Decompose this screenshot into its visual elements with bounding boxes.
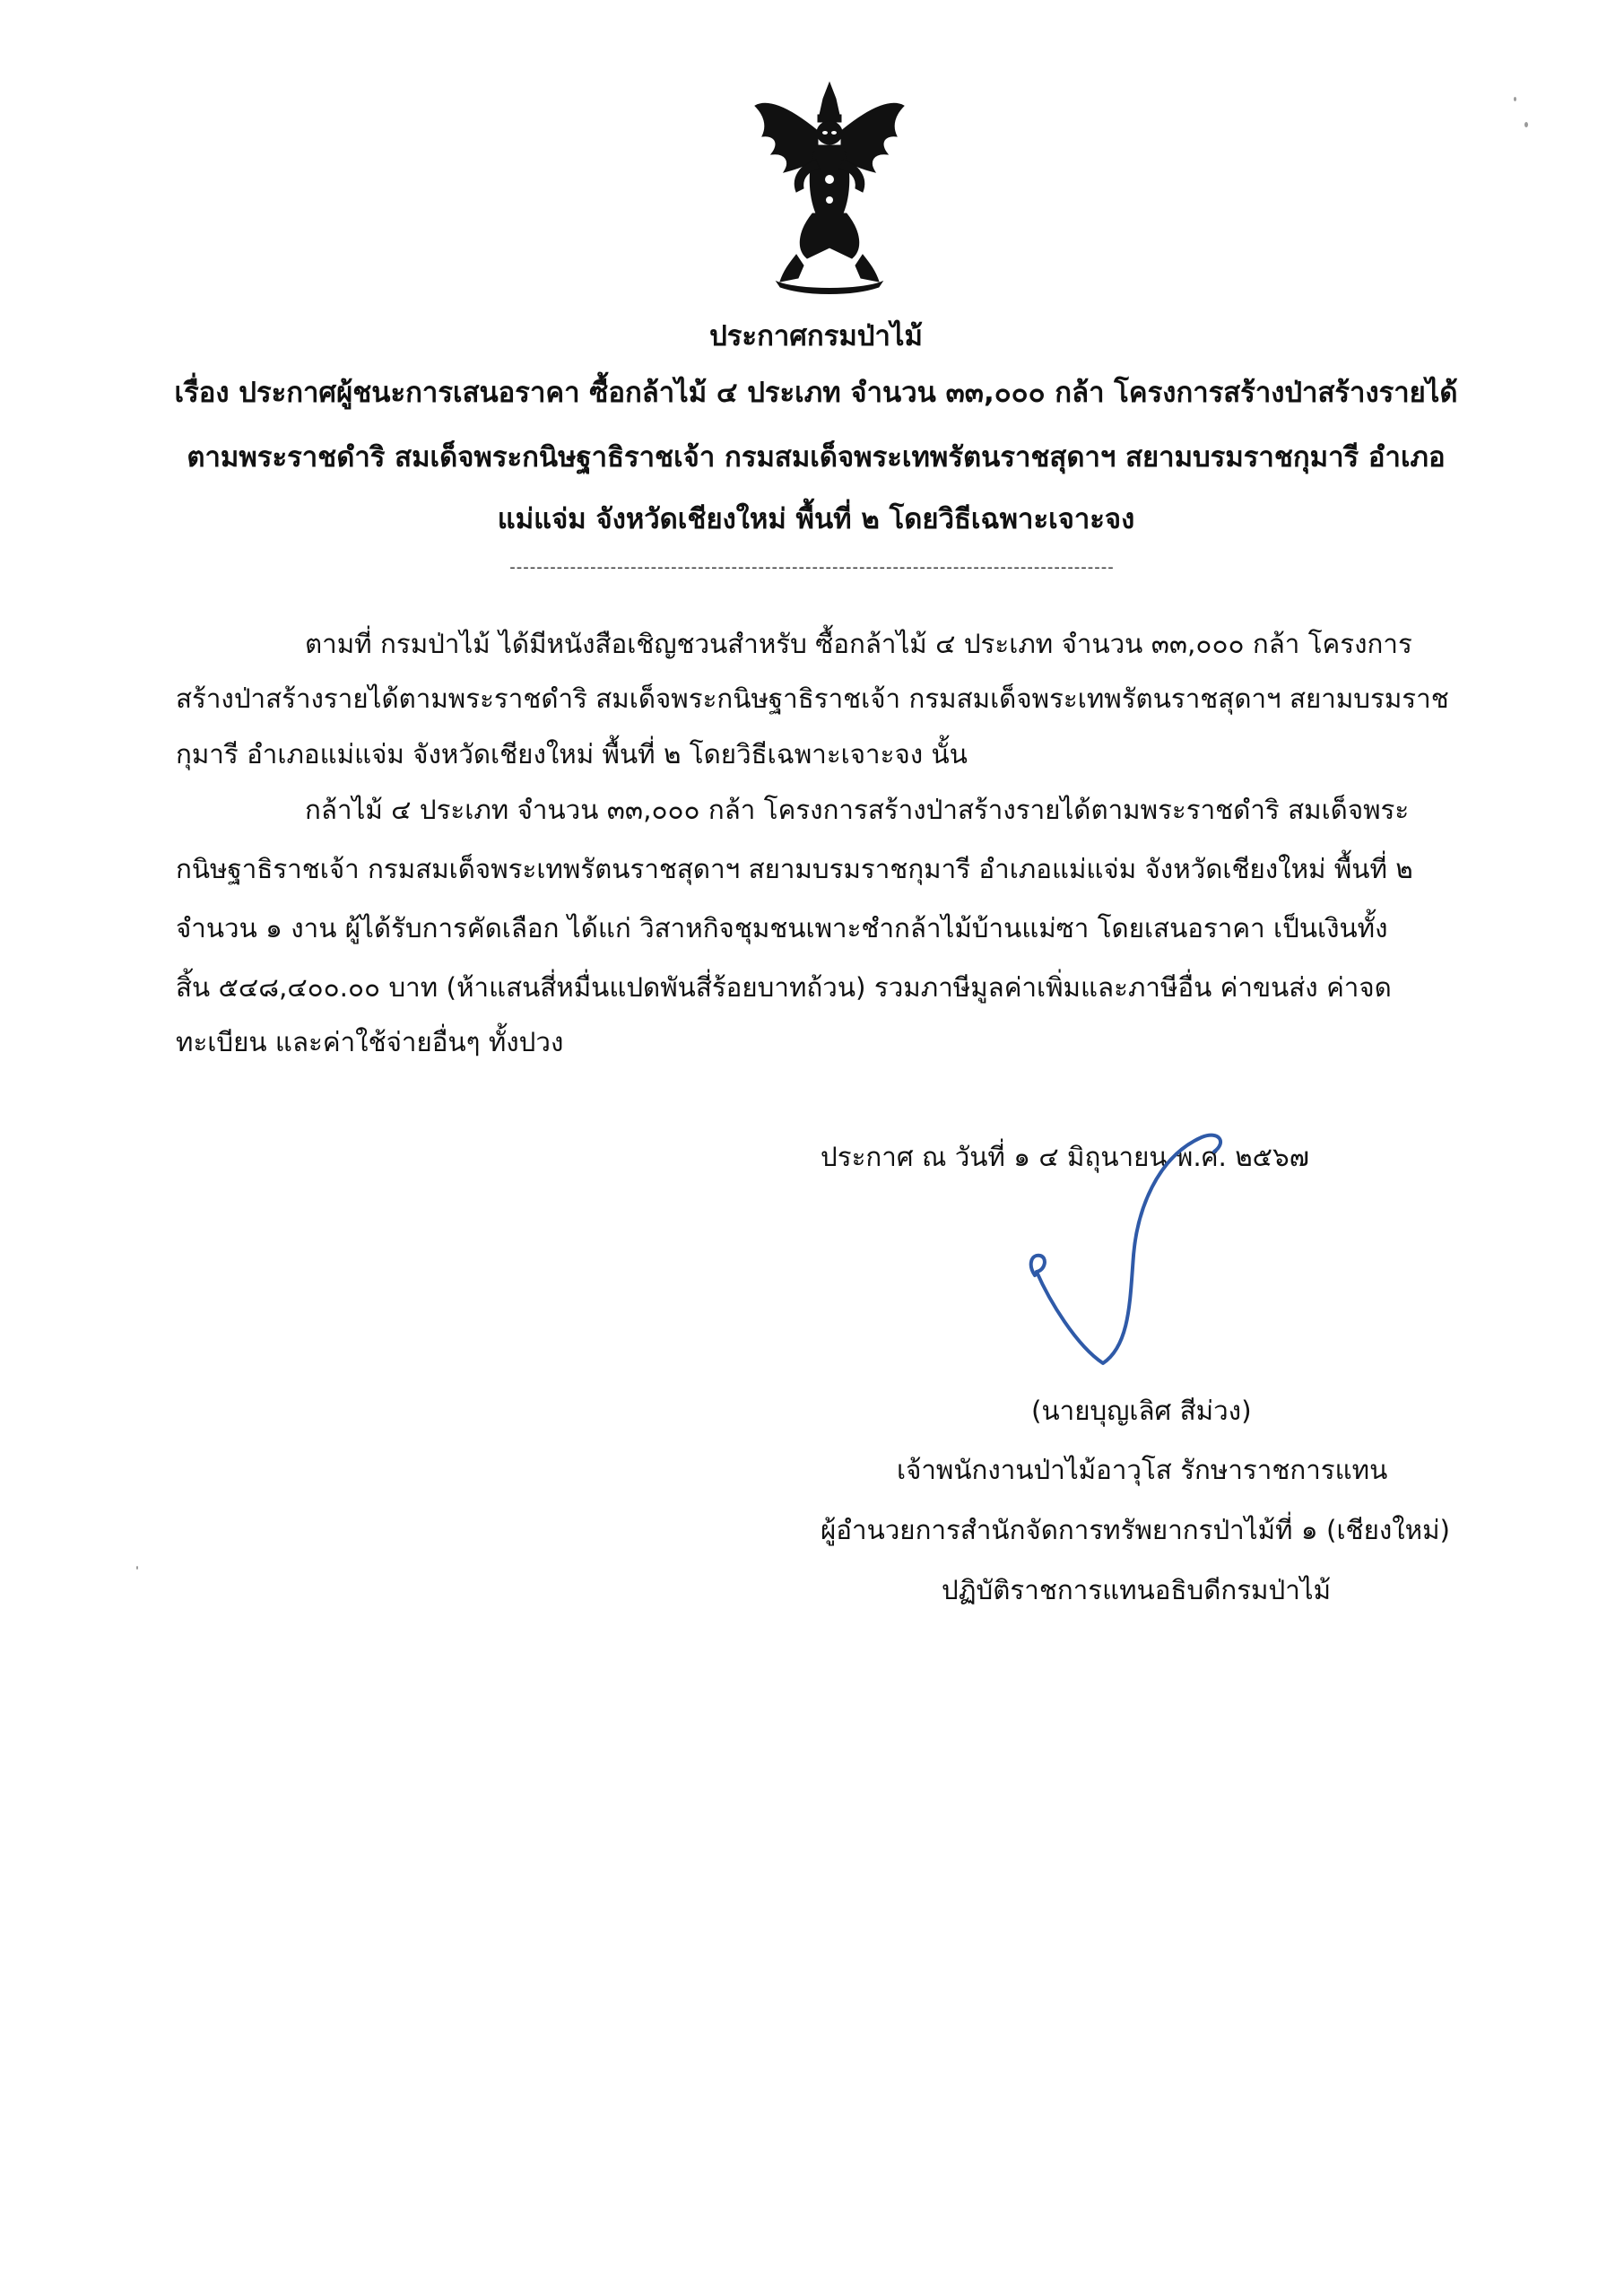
signatory-position-line-1: เจ้าพนักงานป่าไม้อาวุโส รักษาราชการแทน <box>897 1455 1388 1485</box>
header-divider: ------------------------------------------------------------------------------------------ <box>509 558 1115 577</box>
garuda-emblem-icon <box>744 79 915 294</box>
handwritten-signature-icon <box>1022 1121 1255 1408</box>
paragraph-2-line-5: ทะเบียน และค่าใช้จ่ายอื่นๆ ทั้งปวง <box>176 1027 564 1057</box>
announcement-date: ประกาศ ณ วันที่ ๑ ๔ มิถุนายน พ.ศ. ๒๕๖๗ <box>821 1142 1309 1172</box>
paragraph-1-line-1: ตามที่ กรมป่าไม้ ได้มีหนังสือเชิญชวนสำหรับ ซื้อกล้าไม้ ๔ ประเภท จำนวน ๓๓,๐๐๐ กล้า โครงการ <box>305 629 1412 659</box>
subject-line-3: แม่แจ่ม จังหวัดเชียงใหม่ พื้นที่ ๒ โดยวิธีเฉพาะเจาะจง <box>497 503 1135 535</box>
subject-line-1: เรื่อง ประกาศผู้ชนะการเสนอราคา ซื้อกล้าไม้ ๔ ประเภท จำนวน ๓๓,๐๐๐ กล้า โครงการสร้างป่าสร้างรายได้ <box>174 377 1458 409</box>
scan-speck <box>1524 122 1528 127</box>
scan-speck <box>136 1566 138 1570</box>
paragraph-2-line-4: สิ้น ๕๔๘,๔๐๐.๐๐ บาท (ห้าแสนสี่หมื่นแปดพันสี่ร้อยบาทถ้วน) รวมภาษีมูลค่าเพิ่มและภาษีอื่น ค่าขนส่ง ค่าจด <box>176 972 1392 1003</box>
paragraph-2-line-2: กนิษฐาธิราชเจ้า กรมสมเด็จพระเทพรัตนราชสุดาฯ สยามบรมราชกุมารี อำเภอแม่แจ่ม จังหวัดเชียงใหม่ พื้นที่ ๒ <box>176 854 1413 884</box>
scan-speck <box>1514 97 1516 101</box>
document-title: ประกาศกรมป่าไม้ <box>709 320 923 352</box>
paragraph-2-line-3: จำนวน ๑ งาน ผู้ได้รับการคัดเลือก ได้แก่ วิสาหกิจชุมชนเพาะชำกล้าไม้บ้านแม่ซา โดยเสนอราคา เป็นเงินทั้ง <box>176 913 1388 944</box>
paragraph-2-line-1: กล้าไม้ ๔ ประเภท จำนวน ๓๓,๐๐๐ กล้า โครงการสร้างป่าสร้างรายได้ตามพระราชดำริ สมเด็จพระ <box>305 795 1410 825</box>
signatory-position-line-3: ปฏิบัติราชการแทนอธิบดีกรมป่าไม้ <box>942 1575 1332 1605</box>
paragraph-1-line-3: กุมารี อำเภอแม่แจ่ม จังหวัดเชียงใหม่ พื้นที่ ๒ โดยวิธีเฉพาะเจาะจง นั้น <box>176 739 968 770</box>
signatory-name: (นายบุญเลิศ สีม่วง) <box>1031 1396 1252 1426</box>
subject-line-2: ตามพระราชดำริ สมเด็จพระกนิษฐาธิราชเจ้า กรมสมเด็จพระเทพรัตนราชสุดาฯ สยามบรมราชกุมารี อำเภอ <box>187 441 1446 474</box>
paragraph-1-line-2: สร้างป่าสร้างรายได้ตามพระราชดำริ สมเด็จพระกนิษฐาธิราชเจ้า กรมสมเด็จพระเทพรัตนราชสุดาฯ สยามบรมราช <box>176 683 1449 714</box>
signatory-position-line-2: ผู้อำนวยการสำนักจัดการทรัพยากรป่าไม้ที่ ๑ (เชียงใหม่) <box>821 1515 1451 1545</box>
